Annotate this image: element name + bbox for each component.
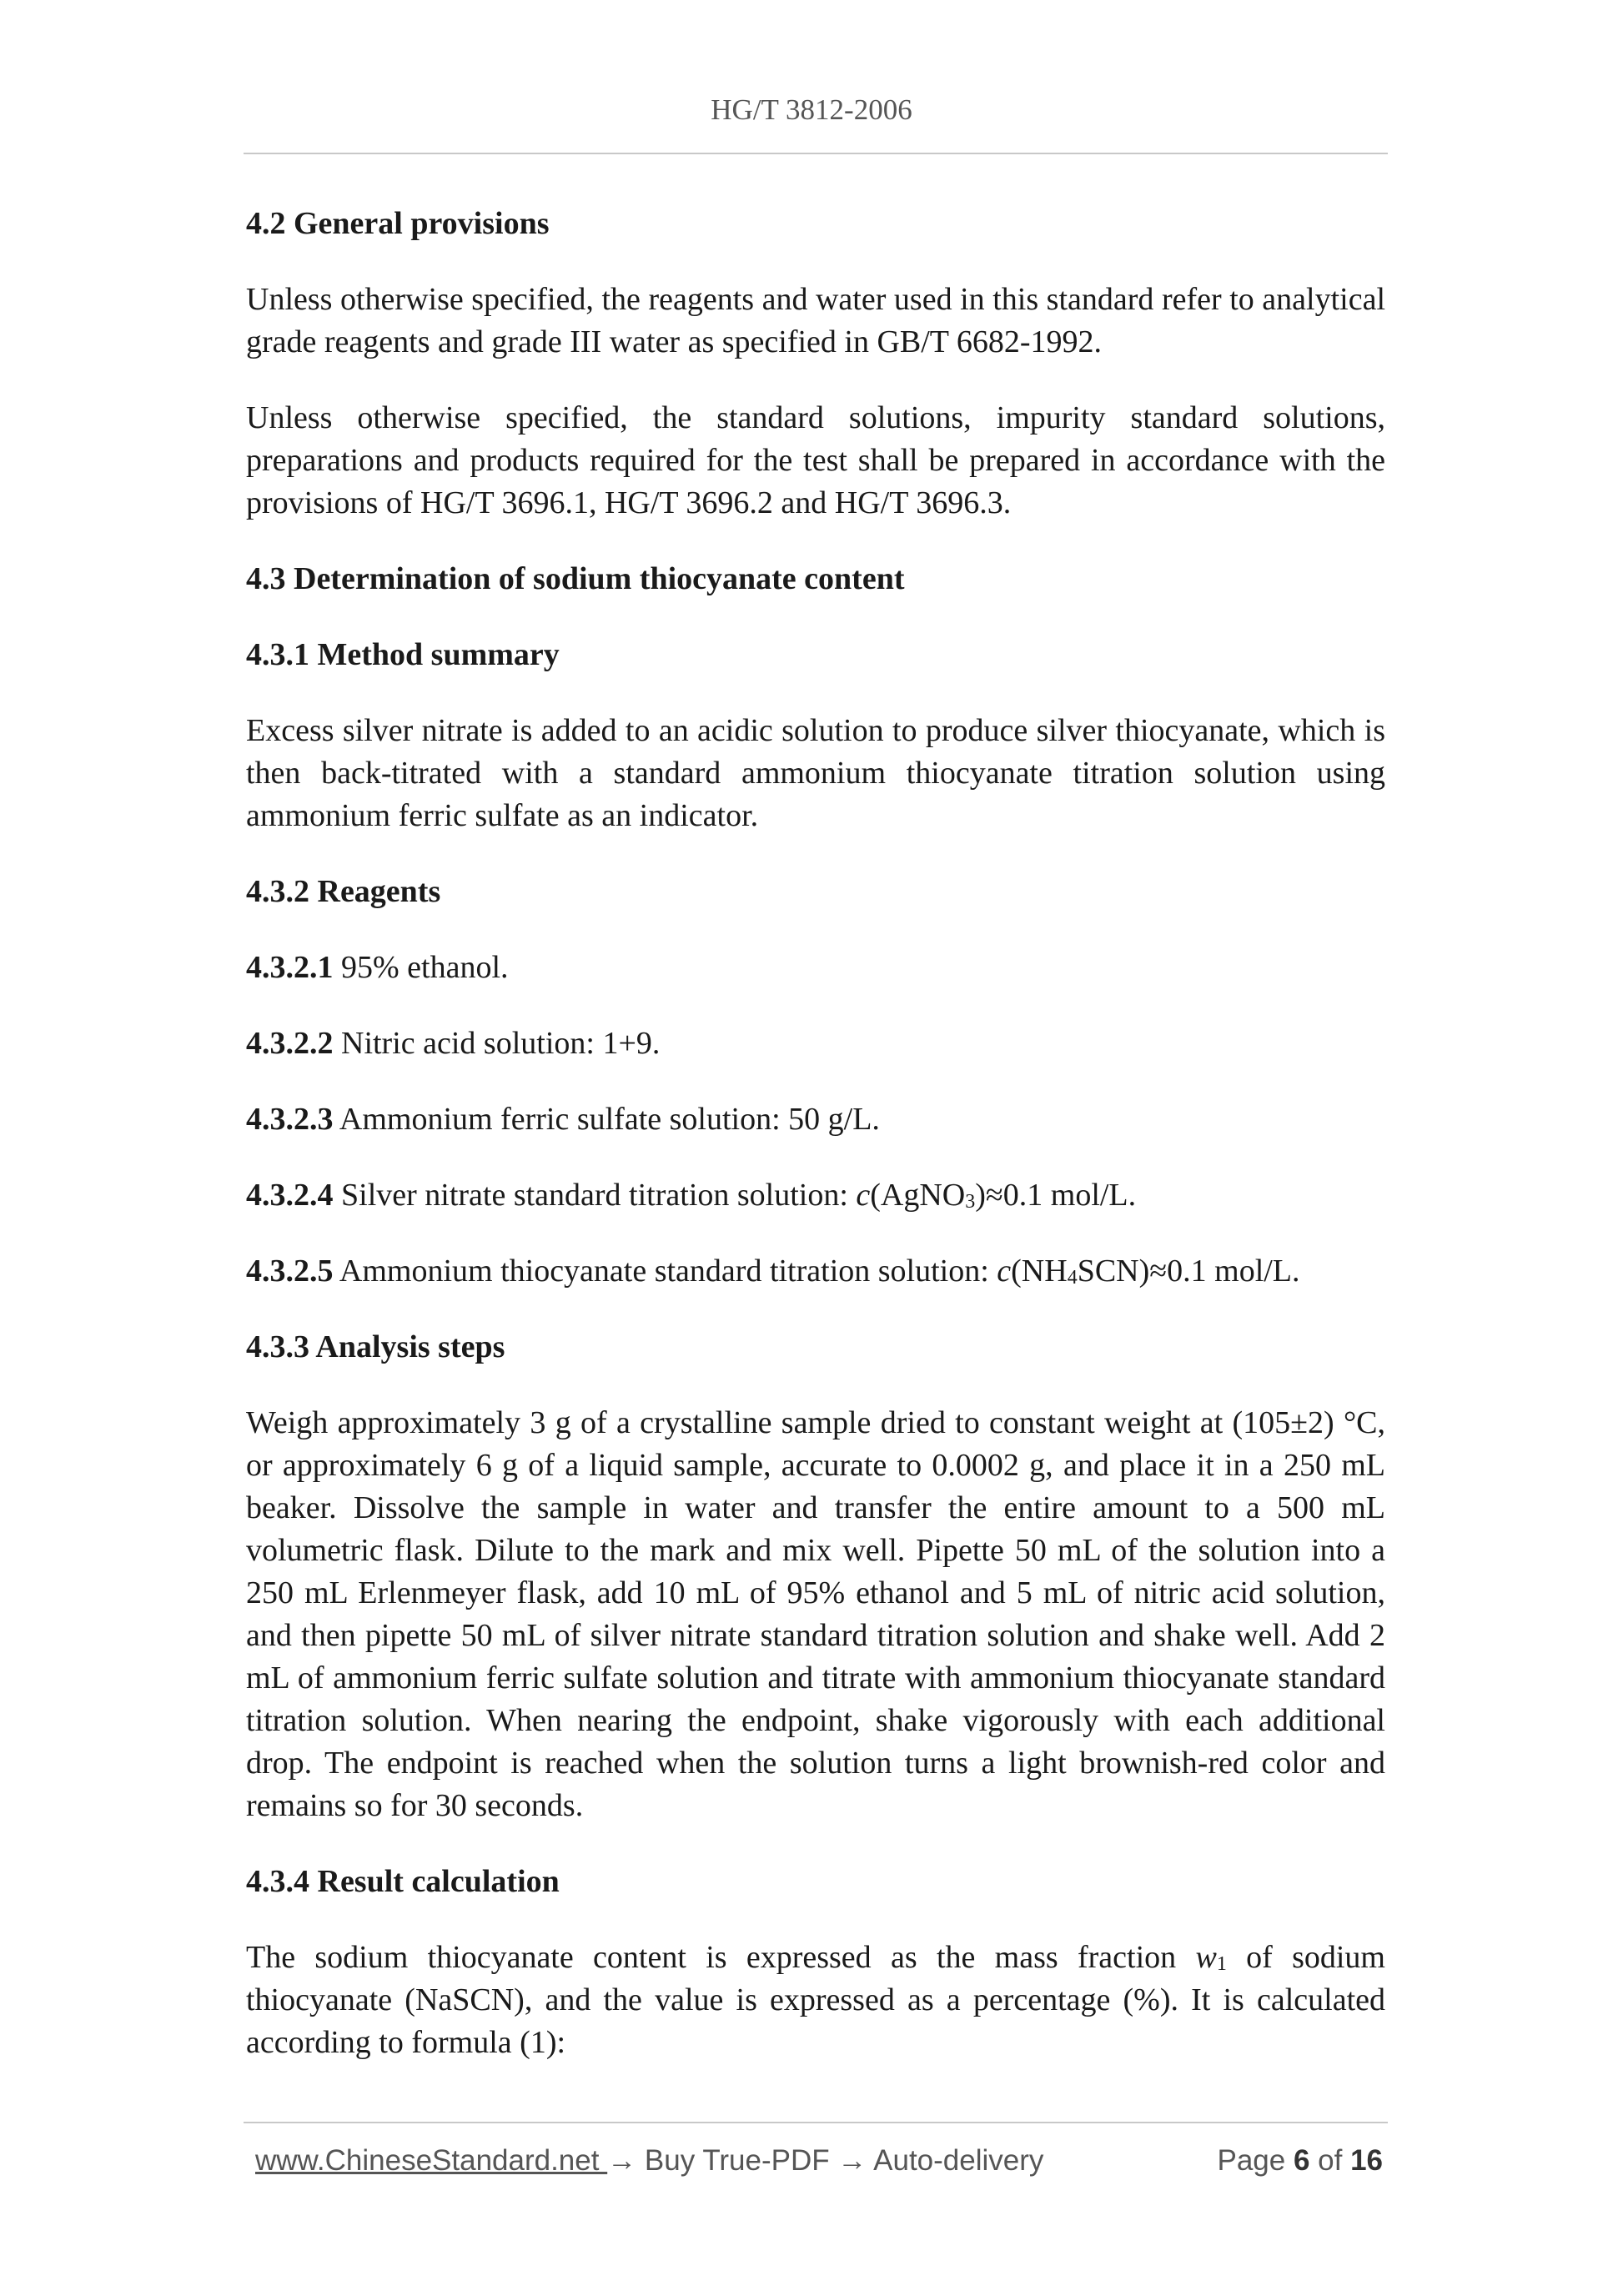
reagent-item-1 <box>246 947 1385 989</box>
footer-divider <box>244 2122 1388 2123</box>
reagent-text: Ammonium ferric sulfate solution: 50 g/L. <box>333 1102 880 1137</box>
buy-pdf-text: Buy True-PDF <box>636 2144 838 2177</box>
section-4-3-3-title: 4.3.3 Analysis steps <box>246 1329 505 1364</box>
reagent-number: 4.3.2.2 <box>246 1026 334 1061</box>
document-header: HG/T 3812-2006 <box>711 93 912 126</box>
reagent-text: 95% ethanol. <box>333 950 509 985</box>
reagent-number: 4.3.2.4 <box>246 1178 334 1213</box>
reagent-number: 4.3.2.1 <box>246 950 334 985</box>
section-4-3-2-title: 4.3.2 Reagents <box>246 874 441 909</box>
arrow-right-icon: → <box>607 2144 637 2177</box>
reagent-item-5 <box>246 1250 1385 1293</box>
mass-fraction-subscript: 1 <box>1216 1953 1227 1975</box>
formula-part: (AgNO <box>870 1178 966 1213</box>
formula-part: )≈0.1 mol/L. <box>975 1178 1137 1213</box>
reagent-item-2 <box>246 1022 1385 1065</box>
concentration-symbol: c <box>997 1254 1012 1289</box>
auto-delivery-text: Auto-delivery <box>867 2144 1044 2177</box>
current-page-number: 6 <box>1293 2144 1310 2177</box>
formula-subscript: 4 <box>1067 1267 1078 1289</box>
analysis-steps-text: Weigh approximately 3 g of a crystalline sample dried to constant weight at (105±2) °C, or approximately 6 g of a liquid sample, accurate to 0.0002 g, and place it in a 250 mL beaker. Dissolve the sample in water and transfer the entire amount to a 500 mL volumetric flask. Dilute to the mark and mix well. Pipette 50 mL of the solution into a 250 mL Erlenmeyer flask, add 10 mL of 95% ethanol and 5 mL of nitric acid solution, and then pipette 50 mL of silver nitrate standard titration solution and shake well. Add 2 mL of ammonium ferric sulfate solution and titrate with ammonium thiocyanate standard titration solution. When nearing the endpoint, shake vigorously with each additional drop. The endpoint is reached when the solution turns a light brownish-red color and remains so for 30 seconds. <box>246 1405 1385 1823</box>
formula-subscript: 3 <box>965 1191 976 1213</box>
concentration-symbol: c <box>856 1178 871 1213</box>
section-4-3-title: 4.3 Determination of sodium thiocyanate content <box>246 561 905 596</box>
reagent-text: Nitric acid solution: 1+9. <box>333 1026 661 1061</box>
section-4-2-paragraph-2: Unless otherwise specified, the standard solutions, impurity standard solutions, preparations and products required for the test shall be prepared in accordance with the provisions of HG/T 3696.1, HG/T 3696.2 and HG/T 3696.3. <box>246 400 1385 520</box>
of-label: of <box>1309 2144 1351 2177</box>
footer-promo <box>255 2140 1043 2182</box>
arrow-right-icon: → <box>837 2144 867 2177</box>
section-4-2-title: 4.2 General provisions <box>246 206 550 241</box>
reagent-number: 4.3.2.3 <box>246 1102 334 1137</box>
reagent-item-4 <box>246 1174 1385 1217</box>
formula-part: SCN)≈0.1 mol/L. <box>1077 1254 1300 1289</box>
section-4-3-4-title: 4.3.4 Result calculation <box>246 1864 560 1899</box>
reagent-number: 4.3.2.5 <box>246 1254 334 1289</box>
formula-part: (NH <box>1011 1254 1068 1289</box>
reagent-text: Ammonium thiocyanate standard titration solution: <box>333 1254 997 1289</box>
page-indicator <box>1217 2140 1383 2182</box>
reagent-text: Silver nitrate standard titration solution: <box>333 1178 857 1213</box>
page-label: Page <box>1217 2144 1294 2177</box>
result-calculation-text <box>246 1937 1385 2064</box>
header-divider <box>244 153 1388 154</box>
section-4-3-1-title: 4.3.1 Method summary <box>246 637 560 672</box>
document-body <box>246 203 1385 2064</box>
mass-fraction-symbol: w <box>1195 1940 1217 1975</box>
total-pages-number: 16 <box>1350 2144 1383 2177</box>
result-text-part: The sodium thiocyanate content is expressed as the mass fraction <box>246 1940 1196 1975</box>
method-summary-text: Excess silver nitrate is added to an acidic solution to produce silver thiocyanate, which is then back-titrated with a standard ammonium thiocyanate titration solution using ammonium ferric sulfate as an indicator. <box>246 713 1385 833</box>
section-4-2-paragraph-1: Unless otherwise specified, the reagents and water used in this standard refer to analytical grade reagents and grade III water as specified in GB/T 6682-1992. <box>246 282 1385 359</box>
website-link[interactable]: www.ChineseStandard.net <box>255 2144 608 2177</box>
result-text-part: of sodium thiocyanate (NaSCN), and the value is expressed as a percentage (%). It is calculated according to formula (1): <box>246 1940 1385 2060</box>
reagent-item-3 <box>246 1098 1385 1141</box>
